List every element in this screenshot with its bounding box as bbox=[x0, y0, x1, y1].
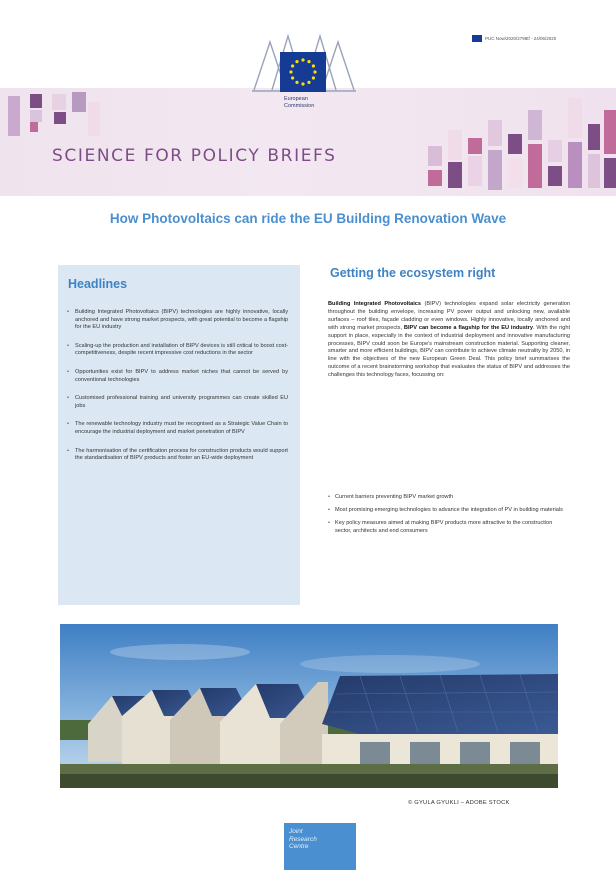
decorative-squares-right bbox=[424, 90, 616, 196]
brief-title: How Photovoltaics can ride the EU Building Renovation Wave bbox=[109, 211, 507, 226]
headlines-box bbox=[58, 265, 300, 605]
jrc-logo-box bbox=[284, 823, 356, 870]
focus-bullet: • Current barriers preventing BIPV market growth bbox=[328, 494, 570, 502]
headline-item: • The harmonisation of the certification process for construction products would support the standardisation of BIPV products and foster an EU-wide deployment bbox=[70, 448, 288, 463]
reference-code-text: PUC Now/2020/2798tf - 24/06/2020 bbox=[485, 36, 557, 41]
logo-line-2: Commission bbox=[284, 102, 315, 109]
headline-item: • Building Integrated Photovoltaics (BIPV) technologies are highly innovative, locally anchored and have strong market prospects, with great potential to become a flagship for the EU industry bbox=[70, 309, 288, 332]
headline-item: • The renewable technology industry must be recognised as a Strategic Value Chain to encourage the industrial deployment and market penetration of BIPV bbox=[70, 421, 288, 436]
headlines-heading: Headlines bbox=[68, 277, 128, 291]
focus-bullets bbox=[328, 494, 570, 541]
eu-flag-icon bbox=[280, 52, 326, 92]
ecosystem-bold: BIPV can become a flagship for the EU industry bbox=[403, 324, 533, 331]
series-title: SCIENCE FOR POLICY BRIEFS bbox=[52, 146, 337, 166]
focus-bullet: • Key policy measures aimed at making BIPV products more attractive to the construction sector, architects and end consumers bbox=[328, 520, 570, 536]
headline-item: • Scaling-up the production and installation of BIPV devices is still critical to boost cost-competitiveness, despite recent impressive cost reductions in the sector bbox=[70, 343, 288, 358]
jrc-line-2: Research bbox=[289, 835, 317, 843]
ecosystem-heading: Getting the ecosystem right bbox=[330, 266, 496, 280]
eu-flag-small-icon bbox=[472, 35, 482, 42]
headlines-list bbox=[70, 309, 288, 463]
solar-houses-photo bbox=[60, 624, 558, 788]
decorative-squares-left bbox=[8, 92, 100, 136]
ecosystem-lead: Building Integrated Photovoltaics bbox=[328, 301, 422, 307]
headline-item: • Opportunities exist for BIPV to address market niches that cannot be served by conventional technologies bbox=[70, 369, 288, 384]
ecosystem-body-1: (BIPV) technologies expand solar electricity generation throughout the building envelope, increasing PV power output and unlocking new, available surfaces – roof tiles, façade cladding or even windows. Highly innovative, locally anchored and with strong market prospects, bbox=[328, 301, 570, 331]
logo-line-1: European bbox=[284, 96, 308, 102]
reference-code bbox=[472, 35, 556, 42]
jrc-line-1: Joint bbox=[289, 828, 303, 835]
jrc-line-3: Centre bbox=[289, 843, 309, 850]
ecosystem-body-2: . With the right support in place, especially in the context of industrial deployment and innovative manufacturing processes, BIPV could soon be Europe's mainstream construction material. Supporting cleaner, smarter and more efficient buildings, BIPV can contribute to achieve climate neutrality by 2050, in line with the objectives of the new European Green Deal. This policy brief summarises the outcome of a recent brainstorming workshop that evaluates the status of BIPV and addresses the challenges this technology faces, focussing on: bbox=[328, 324, 571, 379]
focus-bullet: • Most promising emerging technologies to advance the integration of PV in building materials bbox=[328, 507, 570, 515]
photo-credit: © GYULA GYUKLI – ADOBE STOCK bbox=[408, 800, 510, 806]
ecosystem-paragraph bbox=[328, 301, 570, 380]
headline-item: • Customised professional training and university programmes can create skilled EU jobs bbox=[70, 395, 288, 410]
commission-logo-text bbox=[284, 96, 314, 109]
